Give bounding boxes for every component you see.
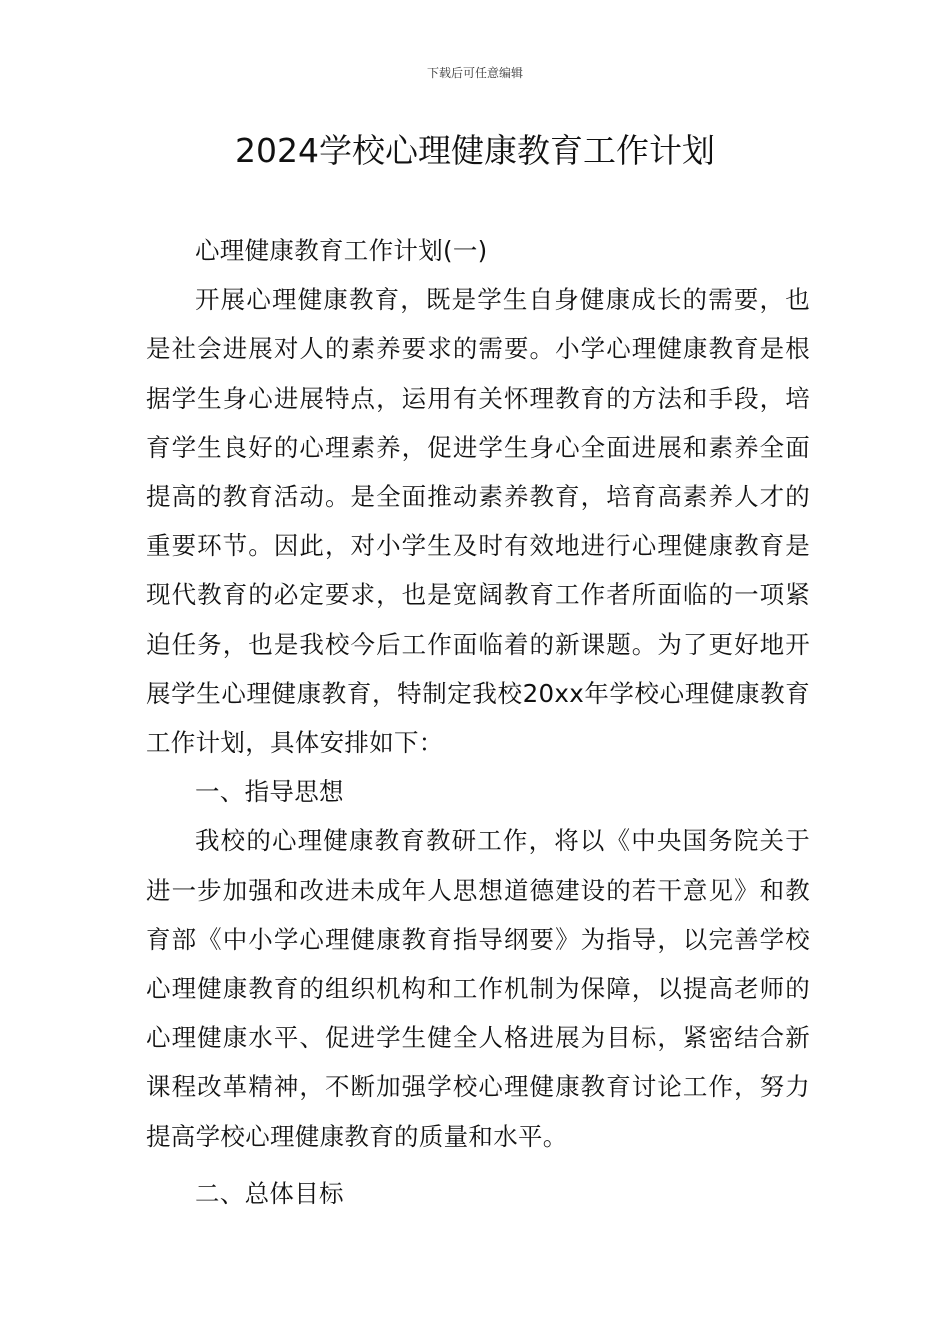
paragraph-guiding-ideology: 我校的心理健康教育教研工作，将以《中央国务院关于进一步加强和改进未成年人思想道德建设的若干意见》和教育部《中小学心理健康教育指导纲要》为指导，以完善学校心理健康教育的组织机构和工作机制为保障，以提高老师的心理健康水平、促进学生健全人格进展为目标，紧密结合新课程改革精神，不断加强学校心理健康教育讨论工作，努力提高学校心理健康教育的质量和水平。 <box>146 826 810 1151</box>
section-heading-guiding-ideology: 一、指导思想 <box>195 777 344 807</box>
paragraph-subtitle: 心理健康教育工作计划(一) <box>195 236 488 265</box>
document-title: 2024学校心理健康教育工作计划 <box>235 131 715 170</box>
header-note: 下载后可任意编辑 <box>426 66 523 80</box>
paragraph-intro: 开展心理健康教育，既是学生自身健康成长的需要，也是社会进展对人的素养要求的需要。小学心理健康教育是根据学生身心进展特点，运用有关怀理教育的方法和手段，培育学生良好的心理素养，促进学生身心全面进展和素养全面提高的教育活动。是全面推动素养教育，培育高素养人才的重要环节。因此，对小学生及时有效地进行心理健康教育是现代教育的必定要求，也是宽阔教育工作者所面临的一项紧迫任务，也是我校今后工作面临着的新课题。为了更好地开展学生心理健康教育，特制定我校20xx年学校心理健康教育工作计划，具体安排如下： <box>146 285 810 758</box>
document-body <box>146 226 810 1218</box>
section-heading-overall-goals: 二、总体目标 <box>195 1178 344 1208</box>
